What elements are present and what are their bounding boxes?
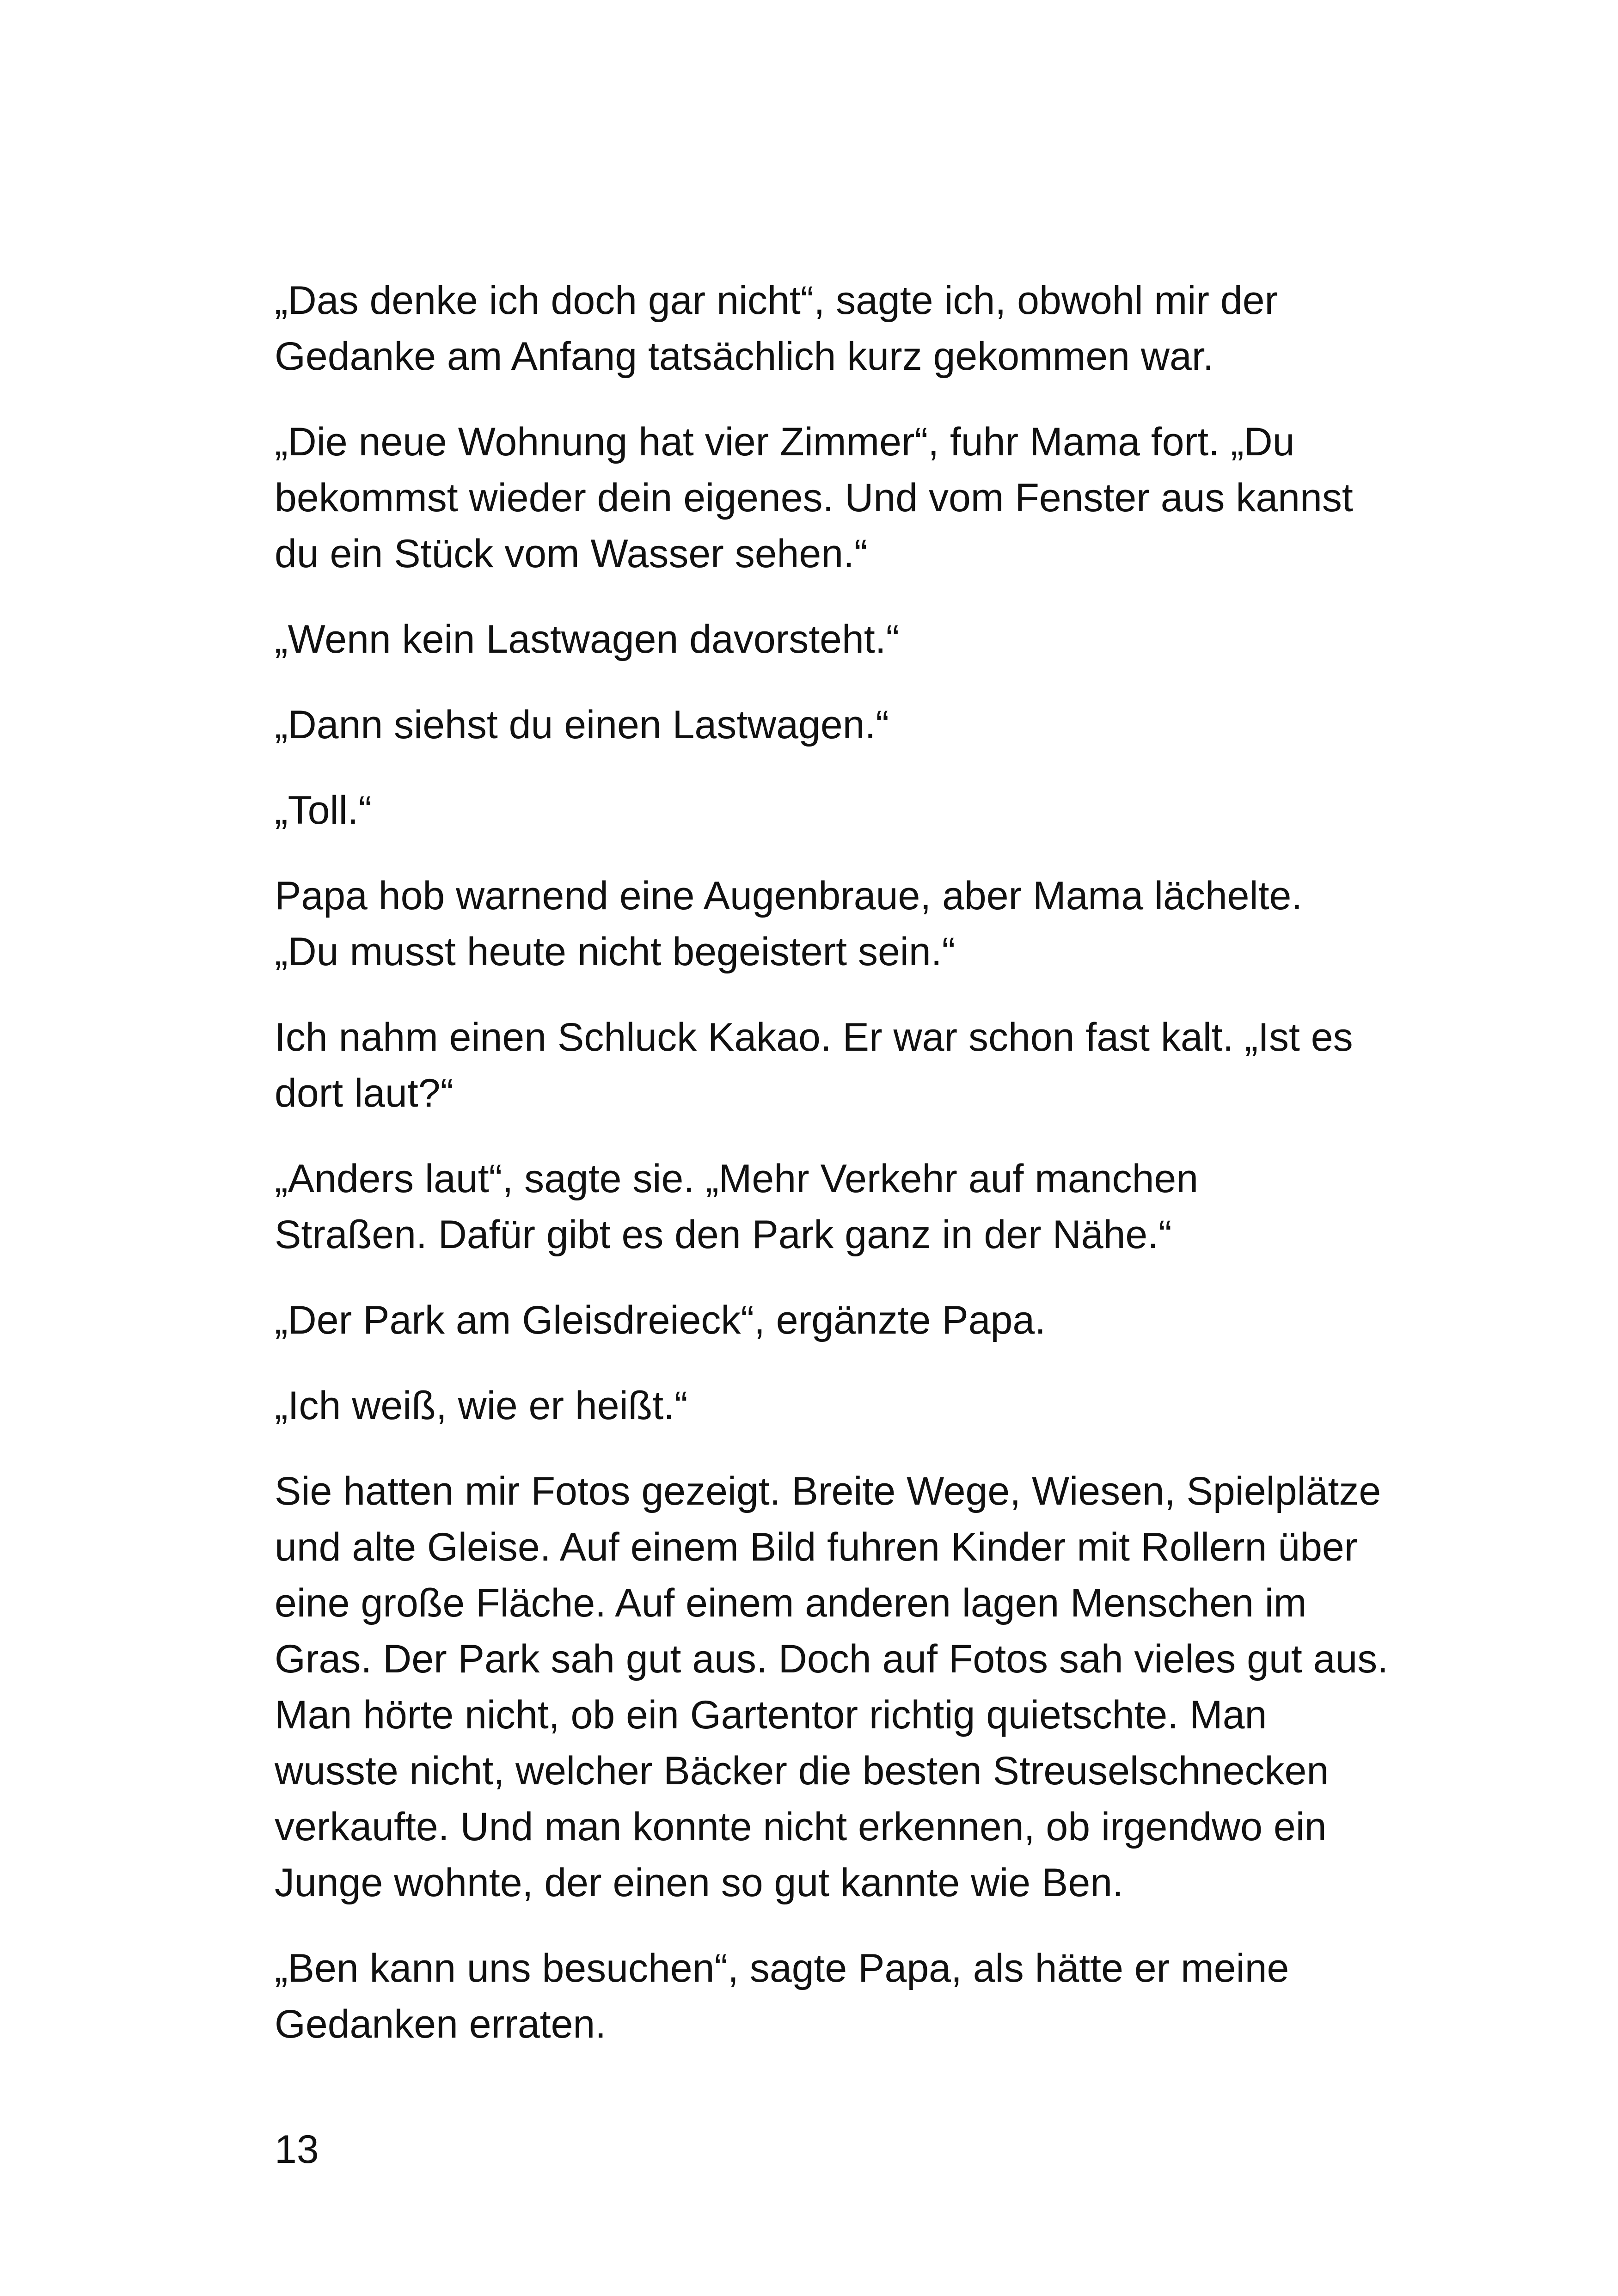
- paragraph: „Dann siehst du einen Lastwagen.“: [275, 703, 889, 747]
- paragraph: Sie hatten mir Fotos gezeigt. Breite Wege, Wiesen, Spielplätze und alte Gleise. Auf einem Bild fuhren Kinder mit Rollern über eine große Fläche. Auf einem anderen lagen Menschen im Gras. Der Park sah gut aus. Doch auf Fotos sah vieles gut aus. Man hörte nicht, ob ein Gartentor richtig quietschte. Man wusste nicht, welcher Bäcker die besten Streuselschnecken verkaufte. Und man konnte nicht erkennen, ob irgendwo ein Junge wohnte, der einen so gut kannte wie Ben.: [275, 1469, 1389, 1905]
- body-text: [275, 273, 1393, 2082]
- paragraph: Ich nahm einen Schluck Kakao. Er war schon fast kalt. „Ist es dort laut?“: [275, 1015, 1353, 1115]
- paragraph: „Ich weiß, wie er heißt.“: [275, 1384, 688, 1428]
- paragraph: „Die neue Wohnung hat vier Zimmer“, fuhr Mama fort. „Du bekommst wieder dein eigenes. Und vom Fenster aus kannst du ein Stück vom Wasser sehen.“: [275, 420, 1353, 576]
- paragraph: Papa hob warnend eine Augenbraue, aber Mama lächelte. „Du musst heute nicht begeistert sein.“: [275, 874, 1303, 974]
- paragraph: „Das denke ich doch gar nicht“, sagte ich, obwohl mir der Gedanke am Anfang tatsächlich kurz gekommen war.: [275, 278, 1278, 379]
- paragraph: „Anders laut“, sagte sie. „Mehr Verkehr auf manchen Straßen. Dafür gibt es den Park ganz in der Nähe.“: [275, 1157, 1199, 1257]
- paragraph: „Wenn kein Lastwagen davorsteht.“: [275, 617, 900, 661]
- paragraph: „Ben kann uns besuchen“, sagte Papa, als hätte er meine Gedanken erraten.: [275, 1946, 1289, 2046]
- paragraph: „Toll.“: [275, 788, 372, 833]
- paragraph: „Der Park am Gleisdreieck“, ergänzte Papa.: [275, 1298, 1046, 1342]
- page-number: 13: [275, 2127, 319, 2172]
